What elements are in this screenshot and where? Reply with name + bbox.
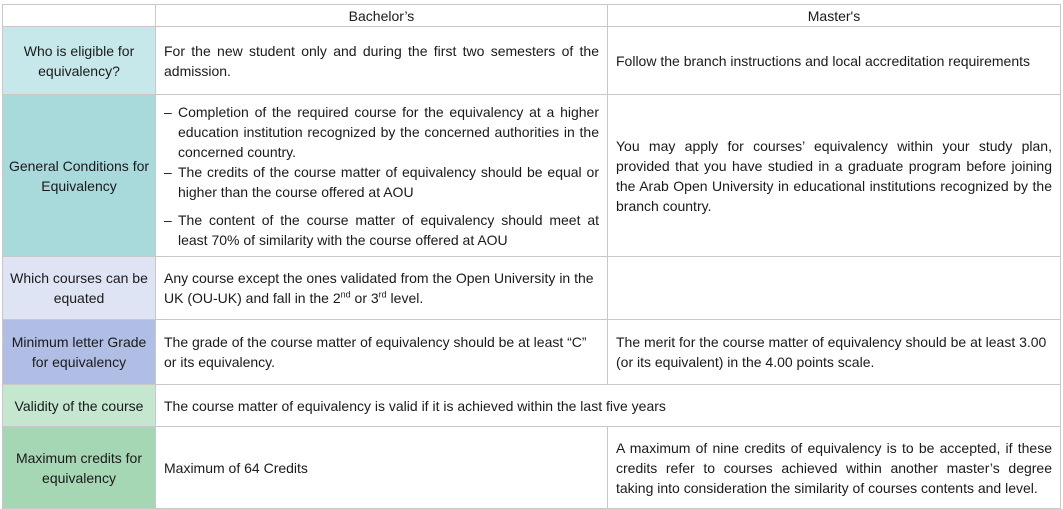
validity-combined: The course matter of equivalency is valid if it is achieved within the last five years	[156, 385, 1061, 427]
label-conditions: General Conditions for Equivalency	[3, 95, 156, 257]
row-validity	[3, 385, 1061, 427]
courses-sup2: rd	[378, 289, 387, 300]
label-eligibility: Who is eligible for equivalency?	[3, 27, 156, 95]
courses-text-part3: level.	[386, 290, 424, 306]
label-validity: Validity of the course	[3, 385, 156, 427]
header-bachelor: Bachelor’s	[156, 5, 608, 27]
master-conditions: You may apply for courses’ equivalency within your study plan, provided that you have studied in a graduate program before joining the Arab Open University in educational institutions recognized by the branch country.	[608, 95, 1061, 257]
master-courses	[608, 257, 1061, 320]
row-eligibility	[3, 27, 1061, 95]
conditions-item: – Completion of the required course for the equivalency at a higher education institution recognized by the concerned authorities in the concerned country.	[164, 102, 599, 162]
bachelor-courses	[156, 257, 608, 320]
row-courses	[3, 257, 1061, 320]
row-credits	[3, 427, 1061, 509]
courses-text-part2: or 3	[350, 290, 379, 306]
header-row	[3, 5, 1061, 27]
bachelor-conditions	[156, 95, 608, 257]
master-eligibility: Follow the branch instructions and local accreditation requirements	[608, 27, 1061, 95]
bachelor-credits: Maximum of 64 Credits	[156, 427, 608, 509]
conditions-item: – The content of the course matter of equivalency should meet at least 70% of similarity with the course offered at AOU	[164, 210, 599, 250]
equivalency-table	[2, 4, 1061, 509]
label-courses: Which courses can be equated	[3, 257, 156, 320]
header-master: Master's	[608, 5, 1061, 27]
conditions-list	[164, 102, 599, 250]
master-credits: A maximum of nine credits of equivalency is to be accepted, if these credits refer to courses achieved within another master’s degree taking into consideration the similarity of courses contents and level.	[608, 427, 1061, 509]
master-grade: The merit for the course matter of equivalency should be at least 3.00 (or its equivalent) in the 4.00 points scale.	[608, 320, 1061, 385]
row-conditions	[3, 95, 1061, 257]
label-grade: Minimum letter Grade for equivalency	[3, 320, 156, 385]
bachelor-eligibility: For the new student only and during the first two semesters of the admission.	[156, 27, 608, 95]
header-empty-cell	[3, 5, 156, 27]
row-grade	[3, 320, 1061, 385]
conditions-item: – The credits of the course matter of equivalency should be equal or higher than the course offered at AOU	[164, 162, 599, 202]
bachelor-grade: The grade of the course matter of equivalency should be at least “C” or its equivalency.	[156, 320, 608, 385]
label-credits: Maximum credits for equivalency	[3, 427, 156, 509]
courses-sup1: nd	[340, 289, 351, 300]
courses-text-part1: Any course except the ones validated from the Open University in the UK (OU-UK) and fall in the 2	[164, 270, 594, 306]
